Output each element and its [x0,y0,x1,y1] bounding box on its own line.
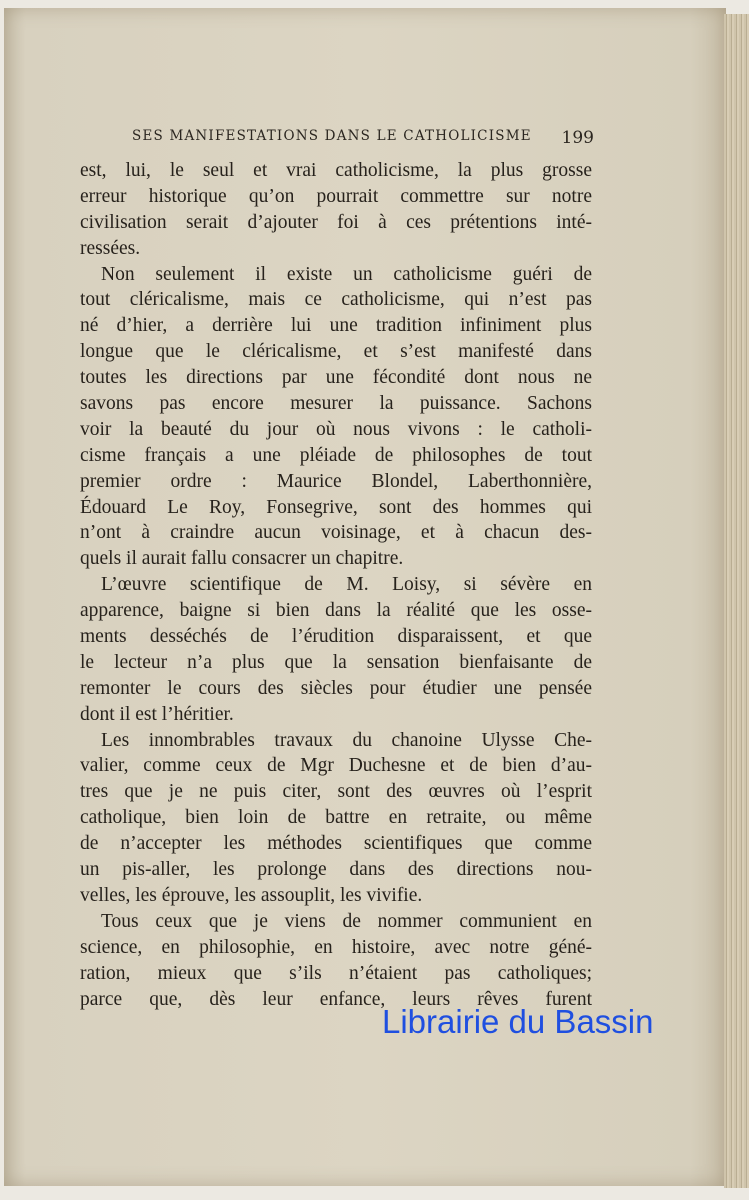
text-line: remonter le cours des siècles pour étudier une pensée [80,677,592,699]
paragraph [80,909,592,1013]
text-line: ration, mieux que s’ils n’étaient pas catholiques; [80,962,592,984]
text-line: apparence, baigne si bien dans la réalité que les osse- [80,600,592,622]
text-line: savons pas encore mesurer la puissance. Sachons [80,393,592,415]
body-text [80,158,592,1012]
text-line: valier, comme ceux de Mgr Duchesne et de bien d’au- [80,755,592,777]
text-line: parce que, dès leur enfance, leurs rêves furent [80,988,592,1010]
text-line: tres que je ne puis citer, sont des œuvres où l’esprit [80,781,592,803]
text-line: longue que le cléricalisme, et s’est manifesté dans [80,341,592,363]
paragraph [80,158,592,262]
text-line: tout cléricalisme, mais ce catholicisme, qui n’est pas [80,289,592,311]
text-line: voir la beauté du jour où nous vivons : le catholi- [80,418,592,440]
watermark: Librairie du Bassin [382,1003,654,1040]
page-stack-edge [724,14,749,1188]
running-title: SES MANIFESTATIONS DANS LE CATHOLICISME [132,128,532,144]
paragraph [80,262,592,573]
text-line: un pis-aller, les prolonge dans des directions nou- [80,859,592,881]
text-line: civilisation serait d’ajouter foi à ces prétentions inté- [80,211,592,233]
text-line: cisme français a une pléiade de philosophes de tout [80,444,592,466]
text-line: est, lui, le seul et vrai catholicisme, la plus grosse [80,160,592,181]
text-line: de n’accepter les méthodes scientifiques que comme [80,833,592,855]
text-line: Tous ceux que je viens de nommer communient en [101,910,592,932]
text-line: science, en philosophie, en histoire, avec notre géné- [80,936,592,958]
page-number: 199 [561,128,594,148]
text-line: Les innombrables travaux du chanoine Ulysse Che- [101,729,592,751]
text-line: velles, les éprouve, les assouplit, les vivifie. [80,884,423,906]
text-line: Non seulement il existe un catholicisme guéri de [101,263,592,285]
text-line: le lecteur n’a plus que la sensation bienfaisante de [80,651,592,673]
paragraph [80,728,592,909]
text-line: catholique, bien loin de battre en retraite, ou même [80,807,592,829]
text-line: Édouard Le Roy, Fonsegrive, sont des hommes qui [80,496,592,518]
text-line: L’œuvre scientifique de M. Loisy, si sévère en [101,574,592,596]
text-line: quels il aurait fallu consacrer un chapitre. [80,548,404,570]
running-header [132,128,594,148]
text-line: n’ont à craindre aucun voisinage, et à chacun des- [80,522,592,544]
text-line: premier ordre : Maurice Blondel, Laberthonnière, [80,470,592,492]
text-line: ments desséchés de l’érudition disparaissent, et que [80,626,592,648]
text-line: erreur historique qu’on pourrait commettre sur notre [80,185,592,207]
text-line: né d’hier, a derrière lui une tradition infiniment plus [80,315,592,337]
text-line: dont il est l’héritier. [80,703,234,725]
text-line: ressées. [80,237,141,259]
paragraph [80,572,592,727]
text-line: toutes les directions par une fécondité dont nous ne [80,367,592,389]
